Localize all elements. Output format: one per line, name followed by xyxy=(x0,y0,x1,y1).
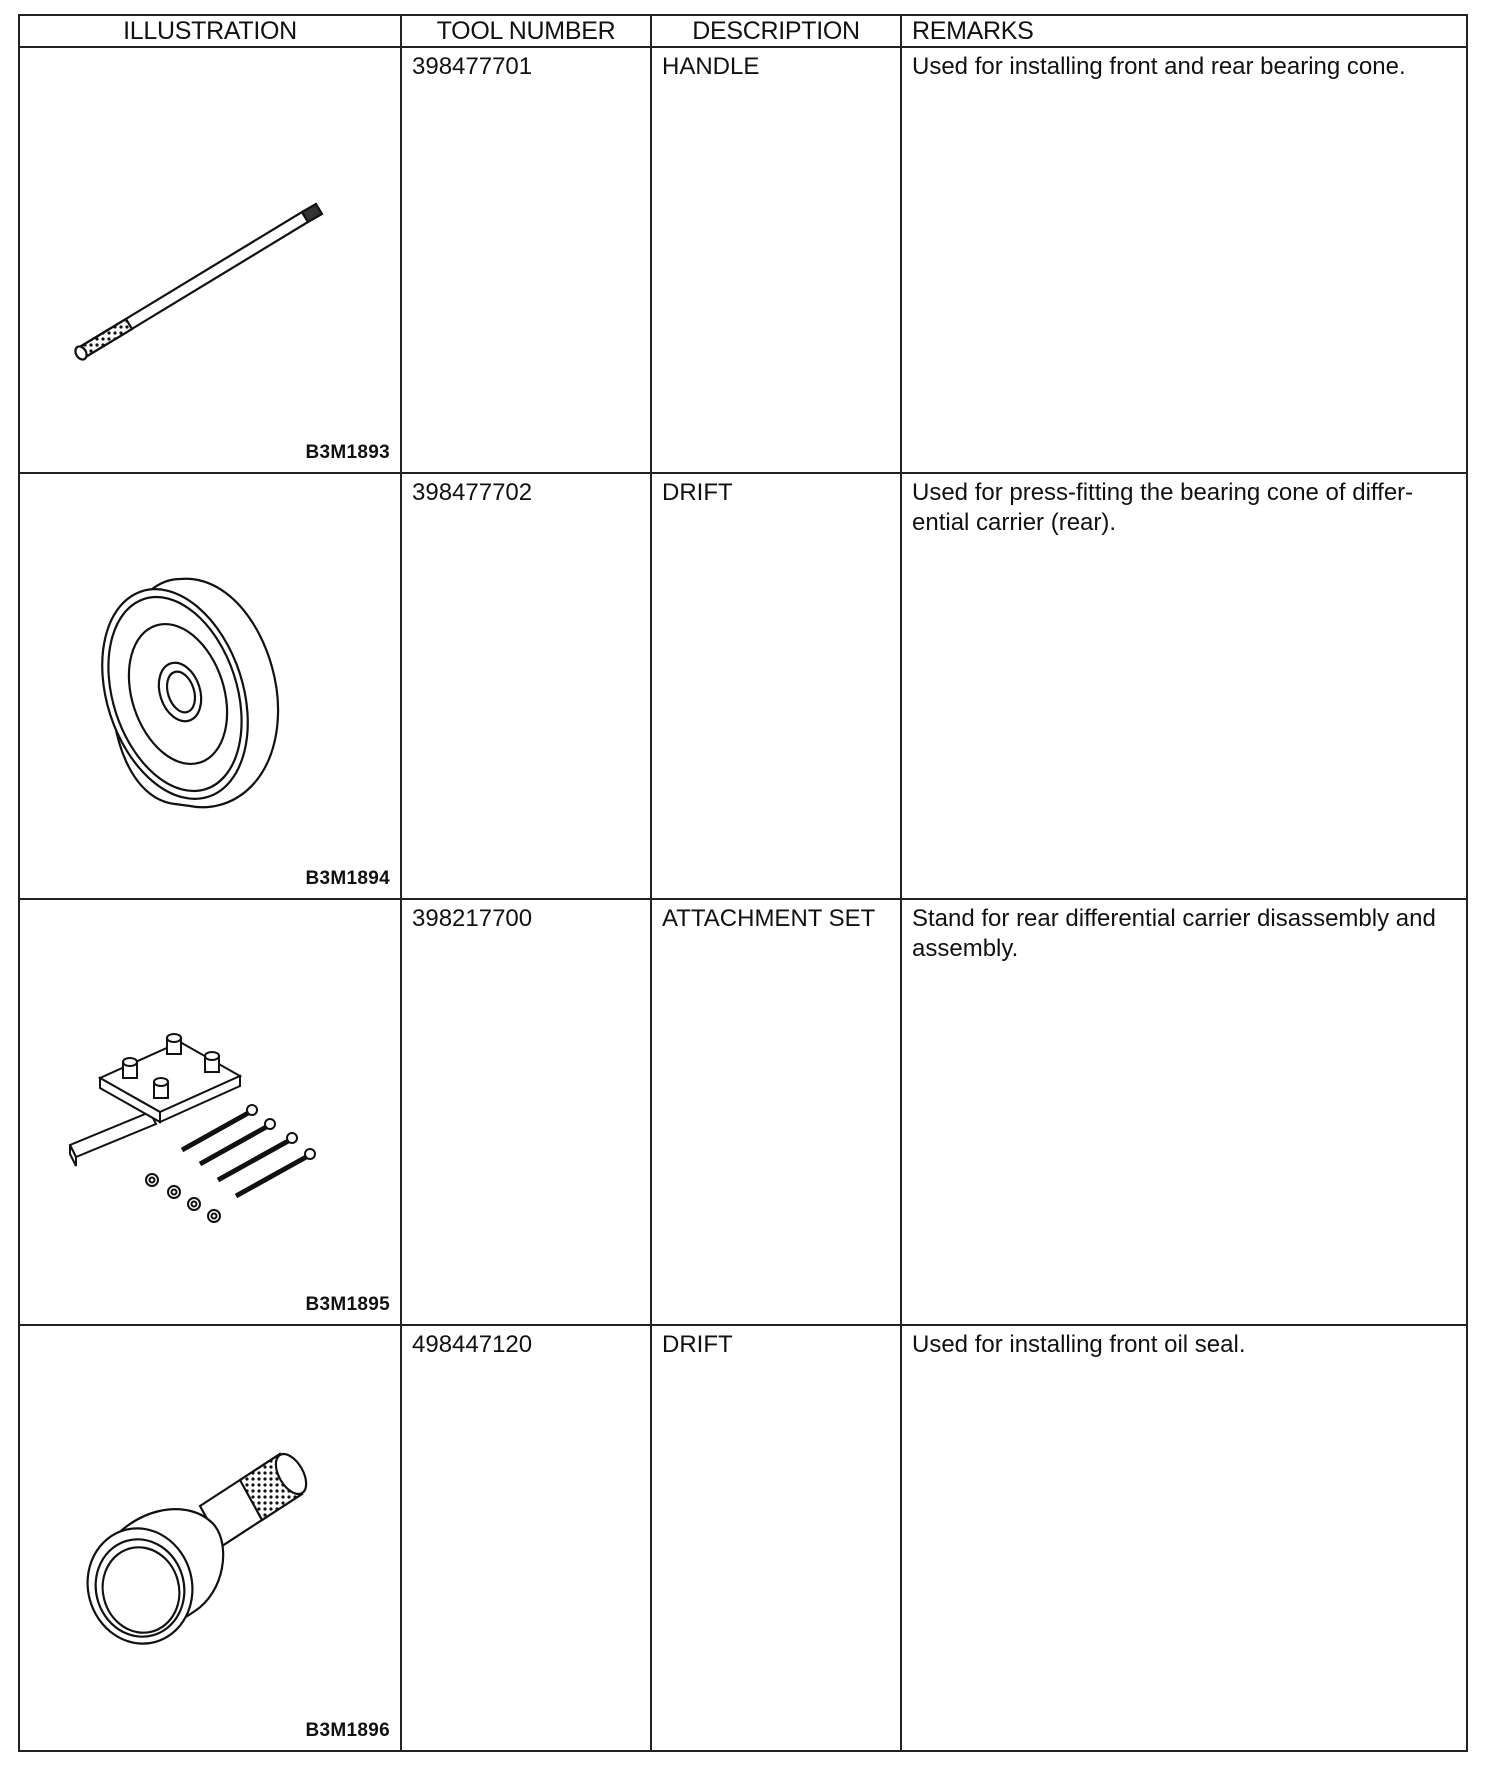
seal-drift-icon xyxy=(40,1386,370,1686)
illustration-cell xyxy=(19,473,401,899)
tool-number: 498447120 xyxy=(412,1331,533,1358)
description-cell xyxy=(651,899,901,1325)
handle-tool-icon xyxy=(40,108,370,408)
header-remarks: REMARKS xyxy=(901,15,1467,47)
table-header-row xyxy=(19,15,1467,47)
table-row xyxy=(19,47,1467,473)
illustration-cell xyxy=(19,47,401,473)
illustration-cell xyxy=(19,1325,401,1751)
description: HANDLE xyxy=(662,53,760,80)
remarks: Used for press-fitting the bearing cone of differ-ential carrier (rear). xyxy=(912,479,1414,536)
figure-id: B3M1894 xyxy=(305,868,390,889)
tool-number-cell xyxy=(401,899,651,1325)
description: DRIFT xyxy=(662,479,733,506)
header-illustration: ILLUSTRATION xyxy=(19,15,401,47)
tool-number: 398477701 xyxy=(412,53,533,80)
remarks-cell xyxy=(901,473,1467,899)
description-cell xyxy=(651,47,901,473)
figure-id: B3M1893 xyxy=(305,442,390,463)
description: ATTACHMENT SET xyxy=(662,905,876,932)
tool-number-cell xyxy=(401,47,651,473)
remarks: Used for installing front oil seal. xyxy=(912,1331,1246,1358)
ring-drift-icon xyxy=(40,534,370,834)
table-row xyxy=(19,1325,1467,1751)
special-tools-table xyxy=(18,14,1468,1752)
attachment-set-icon xyxy=(40,960,370,1260)
table-row xyxy=(19,473,1467,899)
description-cell xyxy=(651,1325,901,1751)
tool-number: 398477702 xyxy=(412,479,533,506)
remarks-cell xyxy=(901,1325,1467,1751)
table-row xyxy=(19,899,1467,1325)
header-description: DESCRIPTION xyxy=(651,15,901,47)
remarks-cell xyxy=(901,47,1467,473)
remarks: Stand for rear differential carrier disassembly and assembly. xyxy=(912,905,1436,962)
tool-number: 398217700 xyxy=(412,905,533,932)
figure-id: B3M1895 xyxy=(305,1294,390,1315)
description-cell xyxy=(651,473,901,899)
illustration-cell xyxy=(19,899,401,1325)
header-tool-number: TOOL NUMBER xyxy=(401,15,651,47)
figure-id: B3M1896 xyxy=(305,1720,390,1741)
description: DRIFT xyxy=(662,1331,733,1358)
remarks-cell xyxy=(901,899,1467,1325)
remarks: Used for installing front and rear bearing cone. xyxy=(912,53,1406,80)
tool-number-cell xyxy=(401,1325,651,1751)
tool-number-cell xyxy=(401,473,651,899)
